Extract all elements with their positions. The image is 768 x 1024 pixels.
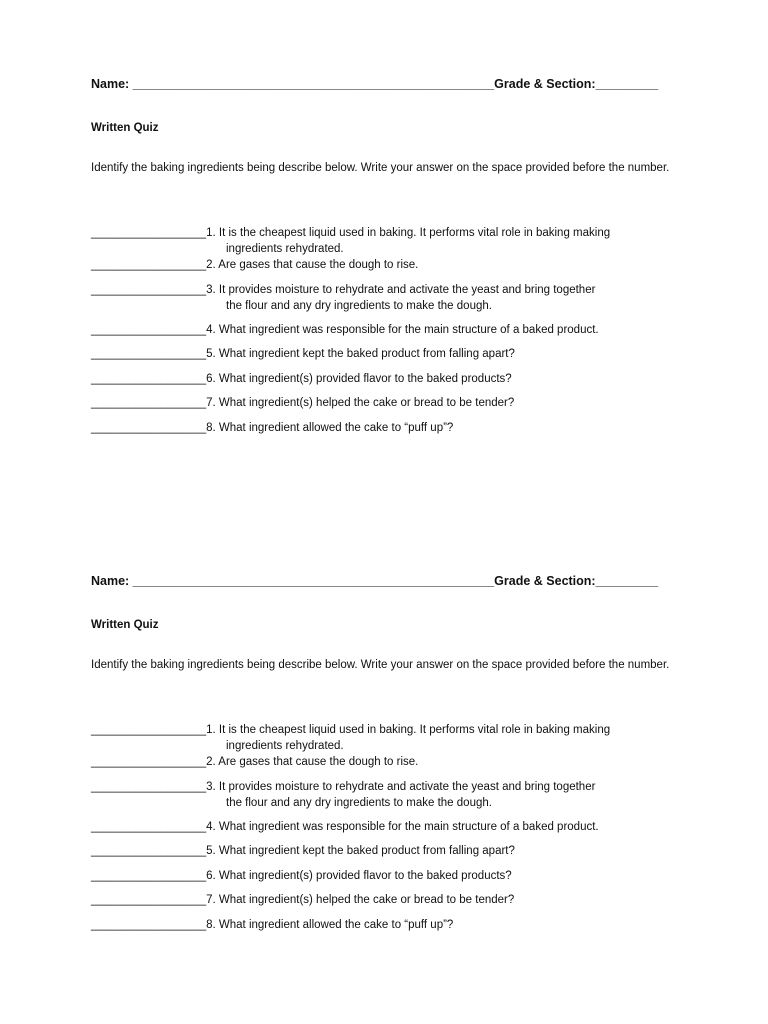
- question-text: __________________4. What ingredient was responsible for the main structure of a baked product.: [91, 821, 599, 833]
- question-text: __________________1. It is the cheapest liquid used in baking. It performs vital role in baking making: [91, 724, 611, 736]
- question-item-8: [91, 918, 453, 934]
- question-text: __________________3. It provides moisture to rehydrate and activate the yeast and bring together: [91, 781, 596, 793]
- question-item-1: [91, 723, 610, 754]
- question-text: __________________2. Are gases that cause the dough to rise.: [91, 756, 419, 768]
- question-continuation: the flour and any dry ingredients to make the dough.: [226, 299, 492, 312]
- quiz-instructions: Identify the baking ingredients being describe below. Write your answer on the space provided before the number.: [91, 162, 670, 174]
- quiz-title: Written Quiz: [91, 122, 159, 134]
- quiz-title: Written Quiz: [91, 619, 159, 631]
- question-continuation: ingredients rehydrated.: [226, 242, 344, 255]
- question-item-4: [91, 820, 599, 836]
- question-item-2: [91, 258, 418, 274]
- question-item-3: [91, 780, 595, 811]
- name-grade-line: Name: ____________________________________________________Grade & Section:_________: [91, 77, 659, 91]
- question-text: __________________7. What ingredient(s) helped the cake or bread to be tender?: [91, 397, 515, 409]
- question-text: __________________6. What ingredient(s) provided flavor to the baked products?: [91, 373, 512, 385]
- question-text: __________________4. What ingredient was responsible for the main structure of a baked product.: [91, 324, 599, 336]
- question-item-7: [91, 893, 514, 909]
- question-continuation: the flour and any dry ingredients to make the dough.: [226, 796, 492, 809]
- question-text: __________________8. What ingredient allowed the cake to “puff up”?: [91, 919, 454, 931]
- question-item-4: [91, 323, 599, 339]
- question-item-2: [91, 755, 418, 771]
- question-text: __________________2. Are gases that cause the dough to rise.: [91, 259, 419, 271]
- question-item-6: [91, 372, 512, 388]
- quiz-instructions: Identify the baking ingredients being describe below. Write your answer on the space provided before the number.: [91, 659, 670, 671]
- question-item-1: [91, 226, 610, 257]
- question-item-5: [91, 844, 515, 860]
- question-text: __________________1. It is the cheapest liquid used in baking. It performs vital role in baking making: [91, 227, 611, 239]
- question-item-5: [91, 347, 515, 363]
- question-item-6: [91, 869, 512, 885]
- question-text: __________________6. What ingredient(s) provided flavor to the baked products?: [91, 870, 512, 882]
- question-text: __________________5. What ingredient kept the baked product from falling apart?: [91, 845, 515, 857]
- question-text: __________________7. What ingredient(s) helped the cake or bread to be tender?: [91, 894, 515, 906]
- question-item-7: [91, 396, 514, 412]
- question-continuation: ingredients rehydrated.: [226, 739, 344, 752]
- question-text: __________________5. What ingredient kept the baked product from falling apart?: [91, 348, 515, 360]
- question-text: __________________8. What ingredient allowed the cake to “puff up”?: [91, 422, 454, 434]
- question-item-3: [91, 283, 595, 314]
- name-grade-line: Name: ____________________________________________________Grade & Section:_________: [91, 574, 659, 588]
- quiz-section-1: [91, 77, 691, 434]
- quiz-section-2: [91, 574, 691, 931]
- question-text: __________________3. It provides moisture to rehydrate and activate the yeast and bring together: [91, 284, 596, 296]
- question-item-8: [91, 421, 453, 437]
